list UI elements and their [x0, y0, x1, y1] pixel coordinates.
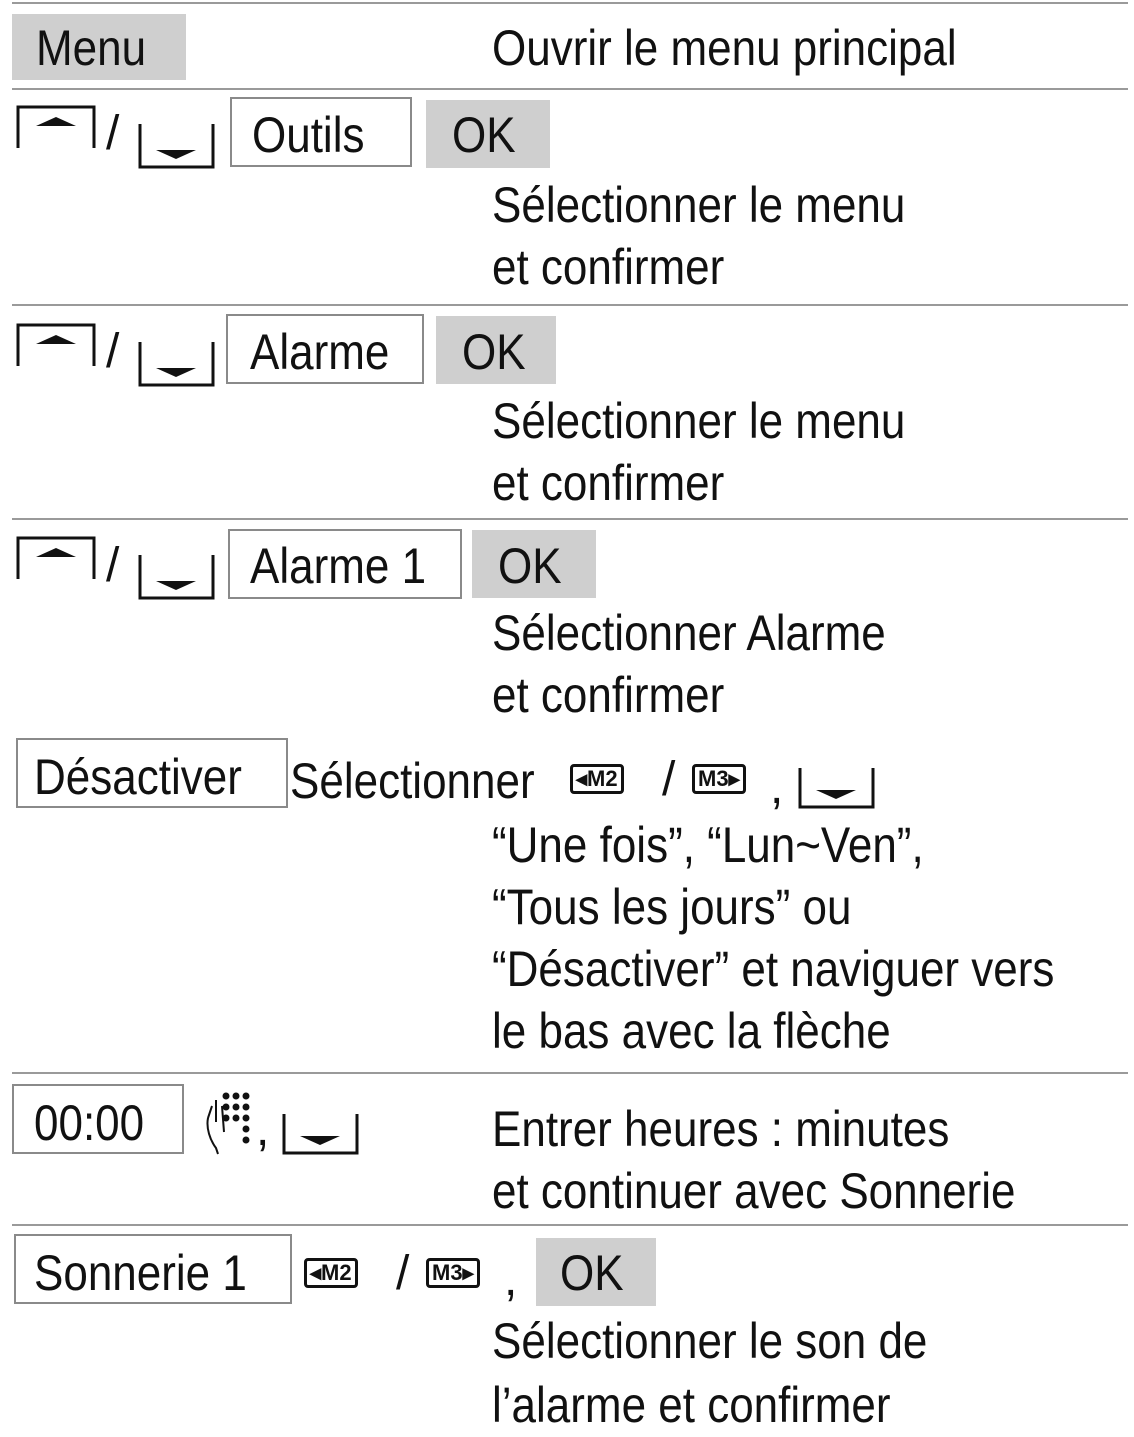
step-description: Sélectionner le menu	[492, 393, 906, 449]
ok-label: OK	[452, 107, 516, 163]
menu-description: Ouvrir le menu principal	[492, 20, 957, 76]
menu-button-label: Menu	[36, 20, 147, 76]
separator: /	[106, 539, 120, 592]
divider	[12, 2, 1128, 4]
m3-key-icon[interactable]: M3▸	[692, 764, 746, 794]
step-description: et confirmer	[492, 667, 725, 723]
divider	[12, 304, 1128, 306]
alarme-1-label: Alarme 1	[250, 538, 427, 594]
outils-label: Outils	[252, 107, 365, 163]
separator: /	[396, 1247, 410, 1300]
step-description: l’alarme et confirmer	[492, 1377, 891, 1433]
step-description: et confirmer	[492, 455, 725, 511]
m2-key-icon[interactable]: ◂M2	[570, 764, 624, 794]
step-description: Sélectionner le son de	[492, 1313, 928, 1369]
down-arrow-key-icon[interactable]	[138, 340, 216, 388]
step-description: “Tous les jours” ou	[492, 879, 852, 935]
keypad-icon[interactable]	[202, 1088, 256, 1156]
step-description: et confirmer	[492, 239, 725, 295]
separator: /	[662, 753, 676, 806]
step-description: et continuer avec Sonnerie	[492, 1163, 1016, 1219]
step-description: Sélectionner le menu	[492, 177, 906, 233]
m3-key-icon[interactable]: M3▸	[426, 1258, 480, 1288]
ok-label: OK	[498, 538, 562, 594]
m2-key-icon[interactable]: ◂M2	[304, 1258, 358, 1288]
ok-label: OK	[462, 324, 526, 380]
comma: ,	[504, 1253, 518, 1306]
up-arrow-key-icon[interactable]	[16, 322, 98, 368]
step-description: “Désactiver” et naviguer vers	[492, 941, 1055, 997]
comma: ,	[256, 1103, 270, 1156]
down-arrow-key-icon[interactable]	[798, 766, 876, 810]
up-arrow-key-icon[interactable]	[16, 104, 98, 150]
divider	[12, 518, 1128, 520]
divider	[12, 1224, 1128, 1226]
separator: /	[106, 325, 120, 378]
down-arrow-key-icon[interactable]	[282, 1112, 360, 1156]
step-description: “Une fois”, “Lun~Ven”,	[492, 817, 924, 873]
sonnerie-label: Sonnerie 1	[34, 1245, 247, 1301]
ok-label: OK	[560, 1245, 624, 1301]
select-label: Sélectionner	[290, 753, 535, 809]
step-description: Sélectionner Alarme	[492, 605, 886, 661]
step-description: Entrer heures : minutes	[492, 1101, 950, 1157]
step-description: le bas avec la flèche	[492, 1003, 891, 1059]
time-value: 00:00	[34, 1095, 145, 1151]
down-arrow-key-icon[interactable]	[138, 122, 216, 170]
down-arrow-key-icon[interactable]	[138, 553, 216, 601]
divider	[12, 1072, 1128, 1074]
separator: /	[106, 107, 120, 160]
up-arrow-key-icon[interactable]	[16, 535, 98, 581]
divider	[12, 88, 1128, 90]
comma: ,	[770, 761, 784, 814]
desactiver-label: Désactiver	[34, 749, 242, 805]
alarme-label: Alarme	[250, 324, 390, 380]
